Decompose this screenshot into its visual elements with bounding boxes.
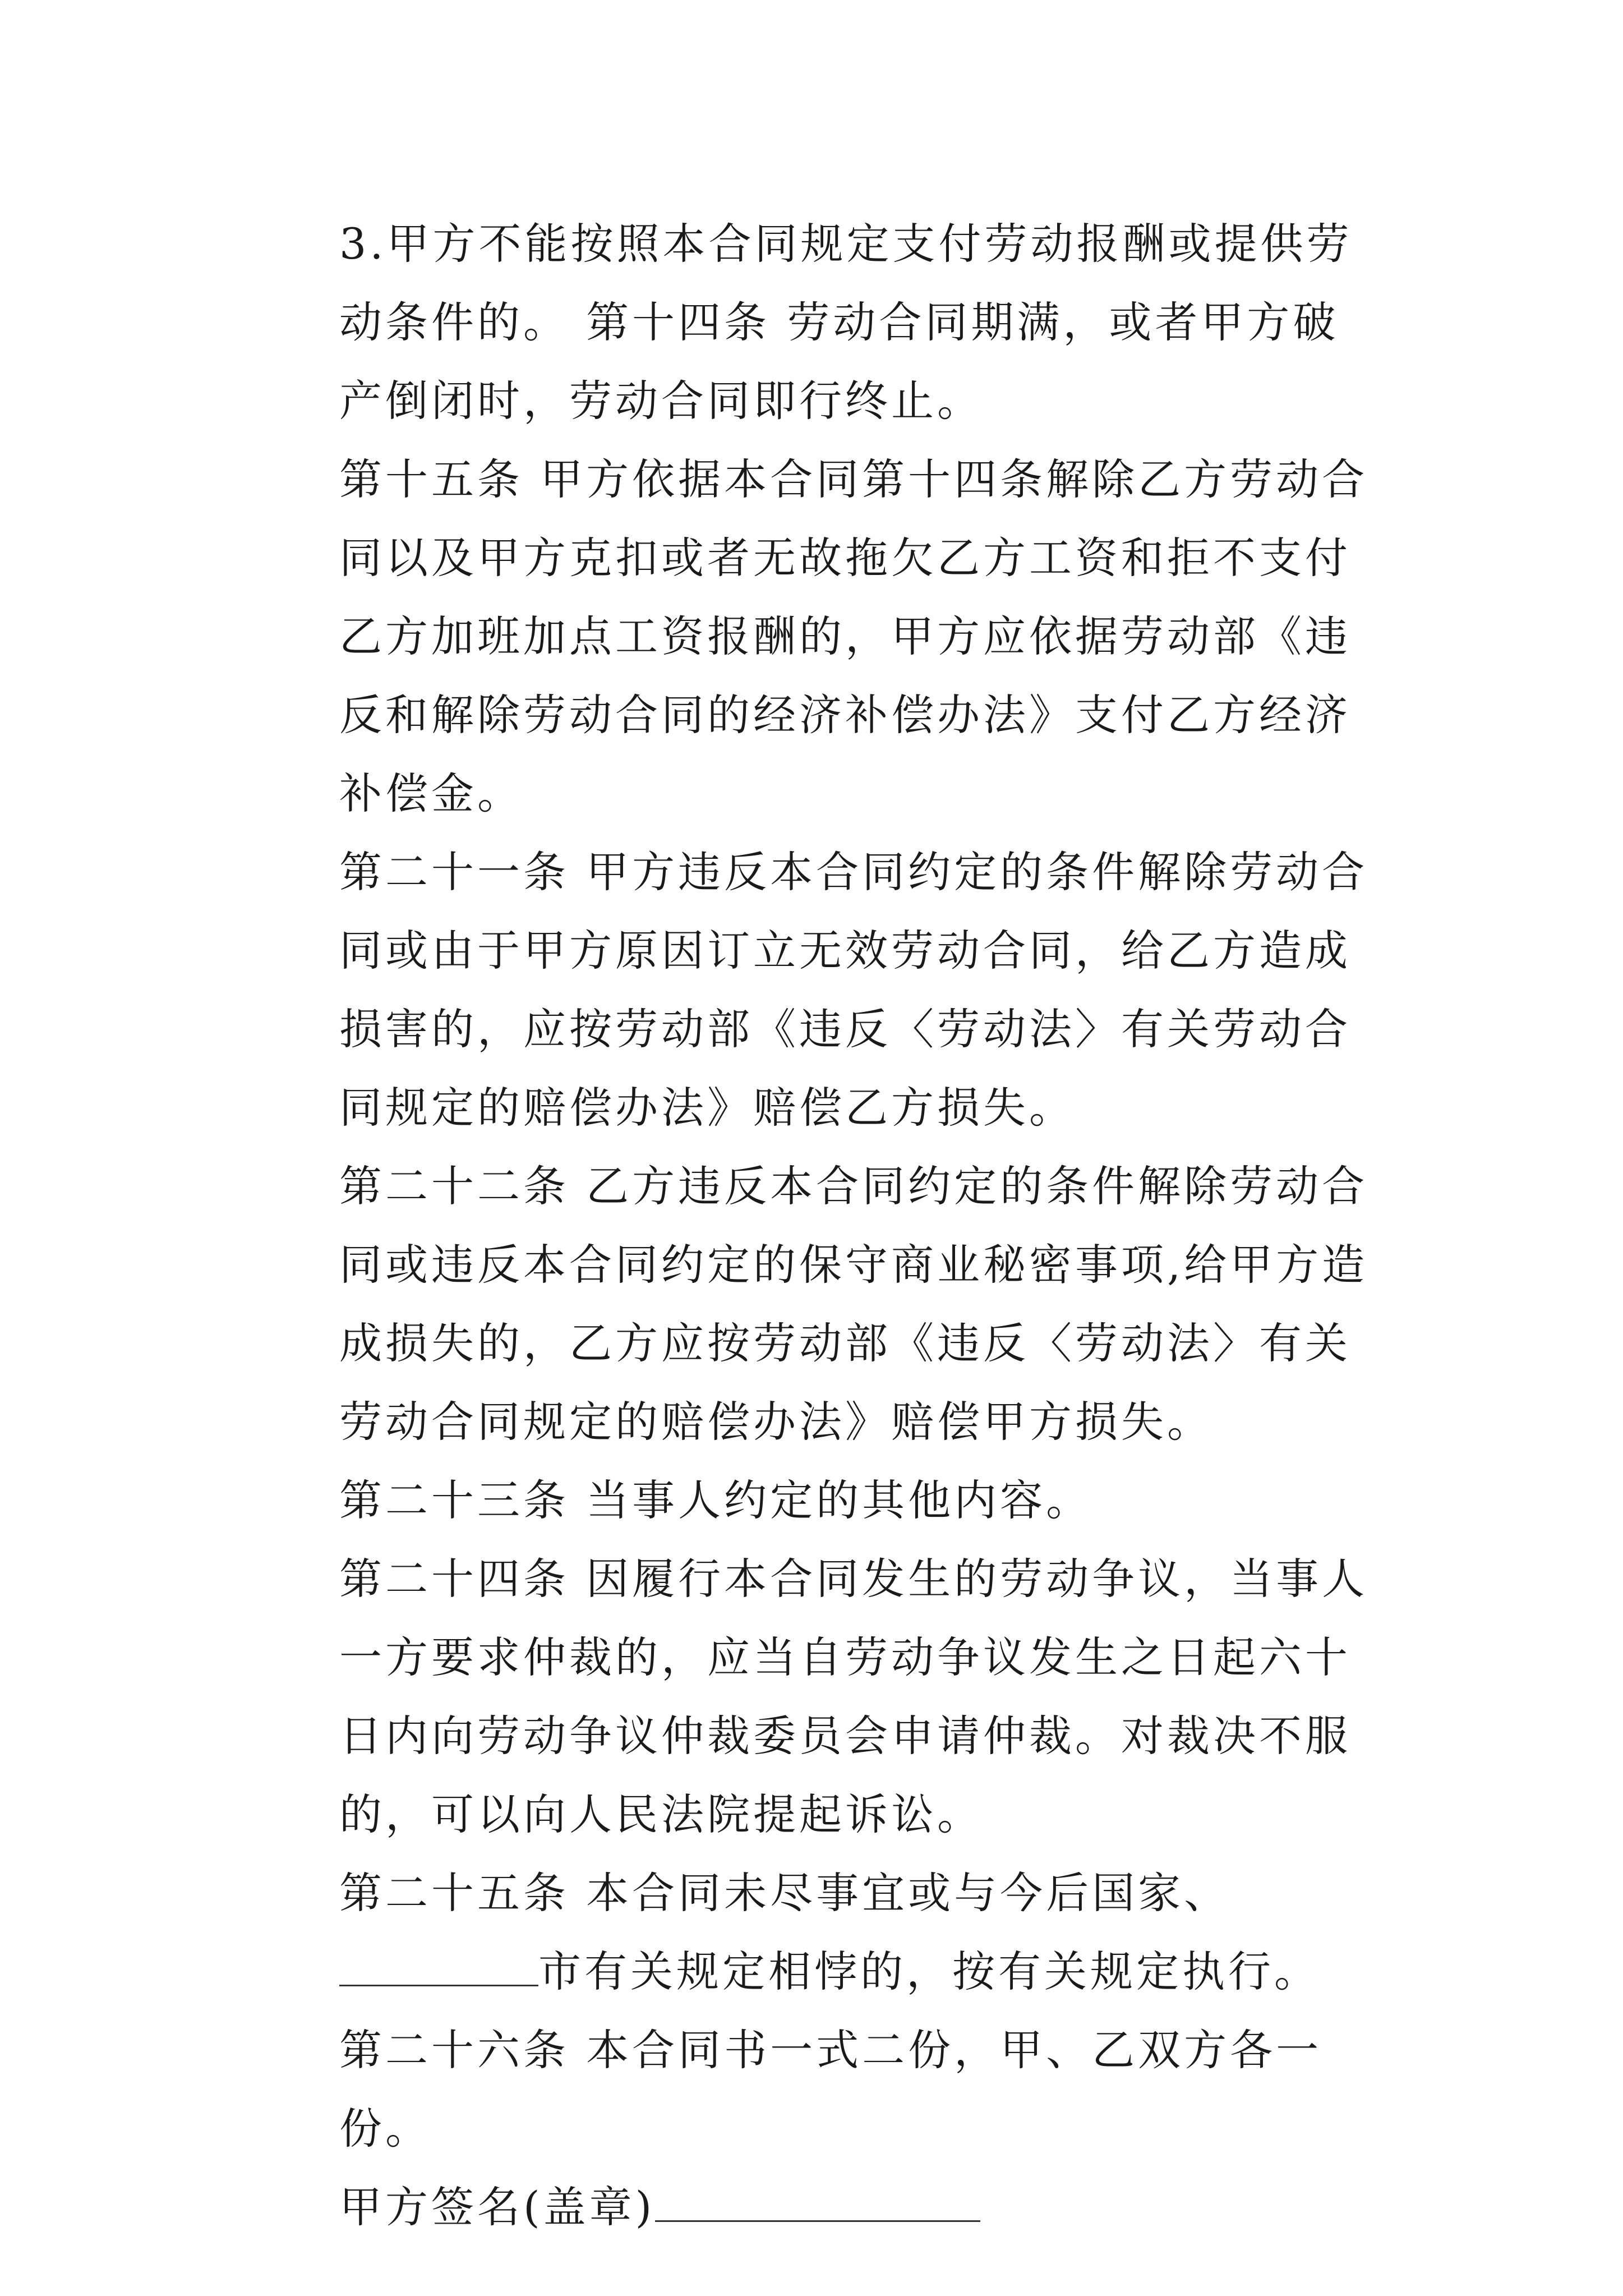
paragraph-article-21: 第二十一条 甲方违反本合同约定的条件解除劳动合同或由于甲方原因订立无效劳动合同，给乙方造成损害的，应按劳动部《违反〈劳动法〉有关劳动合同规定的赔偿办法》赔偿乙方损失。: [339, 847, 1368, 1133]
city-name-blank[interactable]: [339, 1951, 538, 1986]
paragraph-article-26: 第二十六条 本合同书一式二份，甲、乙双方各一份。: [339, 2025, 1322, 2154]
signature-line: [250, 2168, 1382, 2247]
paragraph-article-23: 第二十三条 当事人约定的其他内容。: [339, 1475, 1092, 1525]
article-25-text-before: 第二十五条 本合同未尽事宜或与今后国家、: [339, 1868, 1230, 1918]
signature-label: 甲方签名(盖章): [339, 2182, 656, 2232]
signature-blank[interactable]: [655, 2187, 980, 2222]
paragraph-article-24: 第二十四条 因履行本合同发生的劳动争议，当事人一方要求仲裁的，应当自劳动争议发生之日起六十日内向劳动争议仲裁委员会申请仲裁。对裁决不服的，可以向人民法院提起诉讼。: [339, 1554, 1368, 1839]
paragraph-termination-conditions: 3.甲方不能按照本合同规定支付劳动报酬或提供劳动条件的。 第十四条 劳动合同期满，或者甲方破产倒闭时，劳动合同即行终止。: [339, 219, 1353, 426]
paragraph-article-15: 第十五条 甲方依据本合同第十四条解除乙方劳动合同以及甲方克扣或者无故拖欠乙方工资和拒不支付乙方加班加点工资报酬的，甲方应依据劳动部《违反和解除劳动合同的经济补偿办法》支付乙方经济补偿金。: [339, 454, 1368, 818]
paragraph-article-22: 第二十二条 乙方违反本合同约定的条件解除劳动合同或违反本合同约定的保守商业秘密事项,给甲方造成损失的，乙方应按劳动部《违反〈劳动法〉有关劳动合同规定的赔偿办法》赔偿甲方损失。: [339, 1161, 1368, 1447]
document-page: [250, 205, 1382, 2247]
article-25-text-after: 市有关规定相悖的，按有关规定执行。: [538, 1947, 1320, 1996]
paragraph-article-25: [250, 1854, 1382, 2011]
